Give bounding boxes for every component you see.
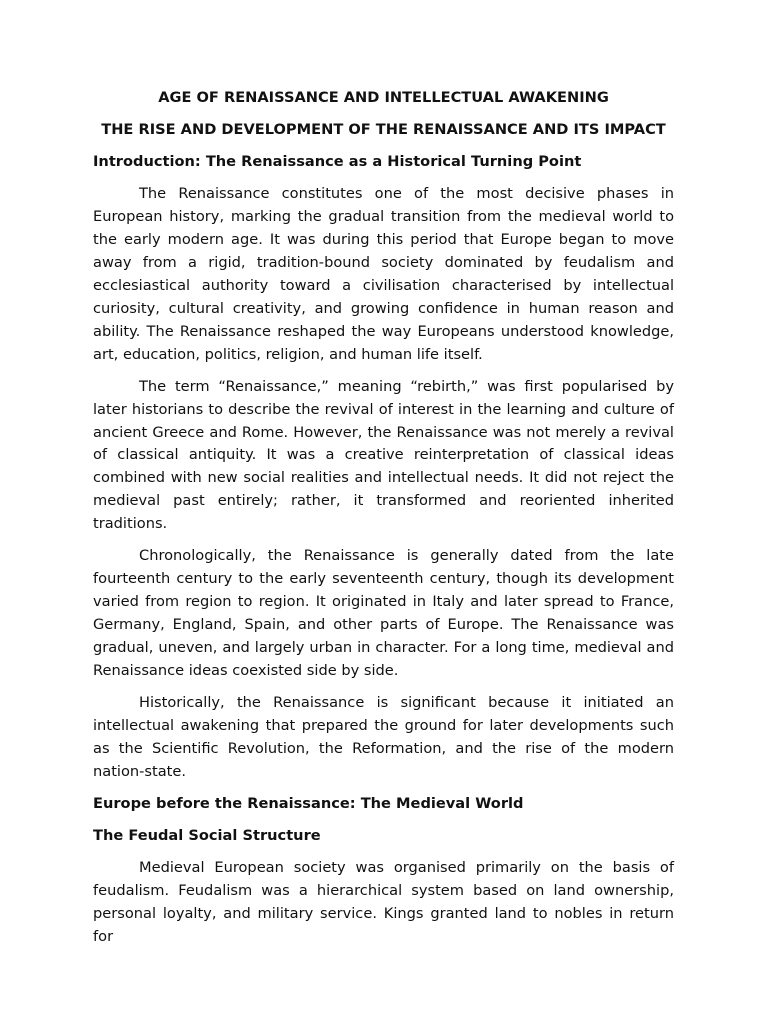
document-subtitle: THE RISE AND DEVELOPMENT OF THE RENAISSANCE AND ITS IMPACT <box>101 121 666 139</box>
feudal-paragraph: Medieval European society was organised primarily on the basis of feudalism. Feudalism was a hierarchical system based on land ownership, personal loyalty, and military service. Kings granted land to nobles in return for <box>93 858 674 945</box>
section-heading-medieval: Europe before the Renaissance: The Medieval World <box>93 794 524 812</box>
document-title: AGE OF RENAISSANCE AND INTELLECTUAL AWAKENING <box>158 89 609 106</box>
document-page <box>93 87 674 958</box>
intro-paragraph-4: Historically, the Renaissance is significant because it initiated an intellectual awakening that prepared the ground for later developments such as the Scientific Revolution, the Reformation, and the rise of the modern nation-state. <box>93 693 674 780</box>
intro-paragraph-1: The Renaissance constitutes one of the most decisive phases in European history, marking the gradual transition from the medieval world to the early modern age. It was during this period that Europe began to move away from a rigid, tradition-bound society dominated by feudalism and ecclesiastical authority toward a civilisation characterised by intellectual curiosity, cultural creativity, and growing confidence in human reason and ability. The Renaissance reshaped the way Europeans understood knowledge, art, education, politics, religion, and human life itself. <box>93 185 674 363</box>
intro-paragraph-3: Chronologically, the Renaissance is generally dated from the late fourteenth century to the early seventeenth century, though its development varied from region to region. It originated in Italy and later spread to France, Germany, England, Spain, and other parts of Europe. The Renaissance was gradual, uneven, and largely urban in character. For a long time, medieval and Renaissance ideas coexisted side by side. <box>93 547 674 679</box>
subsection-heading-feudal: The Feudal Social Structure <box>93 826 321 844</box>
intro-heading: Introduction: The Renaissance as a Historical Turning Point <box>93 153 582 171</box>
intro-paragraph-2: The term “Renaissance,” meaning “rebirth,” was first popularised by later historians to describe the revival of interest in the learning and culture of ancient Greece and Rome. However, the Renaissance was not merely a revival of classical antiquity. It was a creative reinterpretation of classical ideas combined with new social realities and intellectual needs. It did not reject the medieval past entirely; rather, it transformed and reoriented inherited traditions. <box>93 377 674 533</box>
